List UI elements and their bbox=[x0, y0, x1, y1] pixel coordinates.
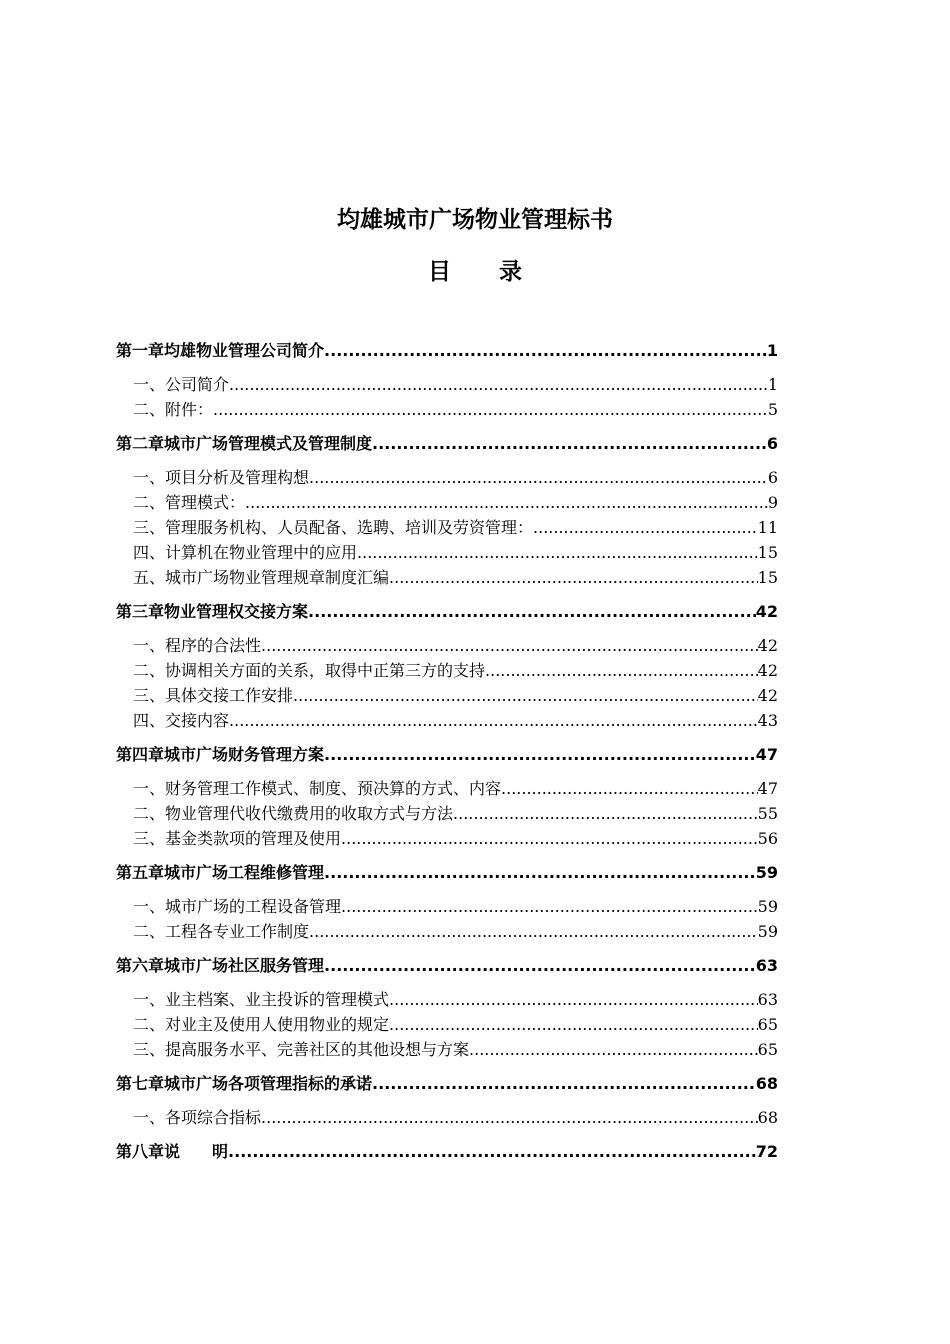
section-page-number: 15 bbox=[757, 568, 778, 587]
toc-section-entry[interactable] bbox=[116, 708, 778, 733]
dot-leader bbox=[245, 490, 768, 515]
section-page-number: 63 bbox=[757, 990, 778, 1009]
dot-leader bbox=[309, 465, 768, 490]
section-page-number: 56 bbox=[757, 829, 778, 848]
toc-section-entry[interactable] bbox=[116, 397, 778, 422]
dot-leader bbox=[308, 599, 756, 624]
section-page-number: 42 bbox=[757, 661, 778, 680]
chapter-page-number: 72 bbox=[755, 1142, 778, 1161]
chapter-page-number: 42 bbox=[755, 602, 778, 621]
dot-leader bbox=[261, 1105, 758, 1130]
section-page-number: 68 bbox=[757, 1108, 778, 1127]
chapter-number: 第八章 bbox=[116, 1142, 165, 1161]
section-title: 二、附件： bbox=[133, 400, 214, 419]
chapter-title: 城市广场工程维修管理 bbox=[164, 863, 325, 882]
dot-leader bbox=[485, 658, 758, 683]
dot-leader bbox=[324, 860, 756, 885]
toc-section-entry[interactable] bbox=[116, 540, 778, 565]
section-title: 三、管理服务机构、人员配备、选聘、培训及劳资管理： bbox=[133, 518, 534, 537]
toc-chapter-entry[interactable] bbox=[116, 1071, 778, 1096]
chapter-number: 第三章 bbox=[116, 602, 165, 621]
dot-leader bbox=[341, 826, 758, 851]
chapter-number: 第七章 bbox=[116, 1074, 165, 1093]
chapter-number: 第二章 bbox=[116, 434, 165, 453]
dot-leader bbox=[389, 1012, 758, 1037]
section-title: 一、公司简介 bbox=[133, 375, 230, 394]
dot-leader bbox=[372, 1071, 756, 1096]
toc-section-entry[interactable] bbox=[116, 987, 778, 1012]
chapter-number: 第六章 bbox=[116, 956, 165, 975]
section-title: 一、项目分析及管理构想 bbox=[133, 468, 310, 487]
chapter-page-number: 68 bbox=[755, 1074, 778, 1093]
toc-heading bbox=[0, 255, 950, 289]
dot-leader bbox=[324, 338, 767, 363]
section-title: 二、协调相关方面的关系，取得中正第三方的支持 bbox=[133, 661, 486, 680]
section-title: 一、各项综合指标 bbox=[133, 1108, 262, 1127]
toc-section-entry[interactable] bbox=[116, 465, 778, 490]
dot-leader bbox=[389, 565, 758, 590]
section-page-number: 5 bbox=[767, 400, 778, 419]
section-page-number: 15 bbox=[757, 543, 778, 562]
chapter-title: 城市广场各项管理指标的承诺 bbox=[164, 1074, 373, 1093]
dot-leader bbox=[389, 987, 758, 1012]
toc-section-entry[interactable] bbox=[116, 683, 778, 708]
chapter-page-number: 59 bbox=[755, 863, 778, 882]
section-title: 二、管理模式： bbox=[133, 493, 246, 512]
chapter-title: 城市广场社区服务管理 bbox=[164, 956, 325, 975]
dot-leader bbox=[309, 919, 758, 944]
chapter-page-number: 63 bbox=[755, 956, 778, 975]
dot-leader bbox=[261, 633, 758, 658]
section-title: 一、业主档案、业主投诉的管理模式 bbox=[133, 990, 390, 1009]
dot-leader bbox=[533, 515, 758, 540]
section-page-number: 6 bbox=[767, 468, 778, 487]
section-page-number: 42 bbox=[757, 686, 778, 705]
toc-chapter-entry[interactable] bbox=[116, 953, 778, 978]
dot-leader bbox=[324, 742, 756, 767]
toc-section-entry[interactable] bbox=[116, 776, 778, 801]
toc-section-entry[interactable] bbox=[116, 633, 778, 658]
chapter-page-number: 1 bbox=[766, 341, 778, 360]
section-title: 四、交接内容 bbox=[133, 711, 230, 730]
chapter-number: 第五章 bbox=[116, 863, 165, 882]
section-page-number: 59 bbox=[757, 922, 778, 941]
toc-chapter-entry[interactable] bbox=[116, 431, 778, 456]
section-page-number: 55 bbox=[757, 804, 778, 823]
toc-chapter-entry[interactable] bbox=[116, 742, 778, 767]
toc-heading-char: 录 bbox=[499, 259, 522, 285]
chapter-number: 第一章 bbox=[116, 341, 165, 360]
toc-section-entry[interactable] bbox=[116, 1105, 778, 1130]
toc-chapter-entry[interactable] bbox=[116, 1139, 778, 1164]
section-title: 二、工程各专业工作制度 bbox=[133, 922, 310, 941]
section-title: 三、提高服务水平、完善社区的其他设想与方案 bbox=[133, 1040, 470, 1059]
toc-section-entry[interactable] bbox=[116, 565, 778, 590]
document-title: 均雄城市广场物业管理标书 bbox=[337, 207, 613, 233]
section-page-number: 42 bbox=[757, 636, 778, 655]
toc-section-entry[interactable] bbox=[116, 1037, 778, 1062]
dot-leader bbox=[372, 431, 767, 456]
dot-leader bbox=[341, 894, 758, 919]
section-title: 一、程序的合法性 bbox=[133, 636, 262, 655]
toc-heading-char: 目 bbox=[428, 259, 451, 285]
toc-section-entry[interactable] bbox=[116, 919, 778, 944]
dot-leader bbox=[453, 801, 758, 826]
table-of-contents bbox=[116, 338, 778, 1173]
section-title: 三、基金类款项的管理及使用 bbox=[133, 829, 342, 848]
section-title: 一、财务管理工作模式、制度、预决算的方式、内容 bbox=[133, 779, 502, 798]
dot-leader bbox=[324, 953, 756, 978]
toc-section-entry[interactable] bbox=[116, 894, 778, 919]
section-title: 五、城市广场物业管理规章制度汇编 bbox=[133, 568, 390, 587]
chapter-title: 物业管理权交接方案 bbox=[164, 602, 309, 621]
chapter-page-number: 6 bbox=[766, 434, 778, 453]
toc-chapter-entry[interactable] bbox=[116, 860, 778, 885]
dot-leader bbox=[293, 683, 758, 708]
section-title: 一、城市广场的工程设备管理 bbox=[133, 897, 342, 916]
dot-leader bbox=[228, 1139, 756, 1164]
dot-leader bbox=[213, 397, 768, 422]
section-title: 二、对业主及使用人使用物业的规定 bbox=[133, 1015, 390, 1034]
dot-leader bbox=[469, 1037, 758, 1062]
section-page-number: 43 bbox=[757, 711, 778, 730]
section-page-number: 65 bbox=[757, 1040, 778, 1059]
toc-section-entry[interactable] bbox=[116, 1012, 778, 1037]
section-title: 二、物业管理代收代缴费用的收取方式与方法 bbox=[133, 804, 454, 823]
section-title: 四、计算机在物业管理中的应用 bbox=[133, 543, 358, 562]
toc-section-entry[interactable] bbox=[116, 801, 778, 826]
section-page-number: 9 bbox=[767, 493, 778, 512]
section-page-number: 47 bbox=[757, 779, 778, 798]
toc-section-entry[interactable] bbox=[116, 372, 778, 397]
section-title: 三、具体交接工作安排 bbox=[133, 686, 294, 705]
toc-section-entry[interactable] bbox=[116, 826, 778, 851]
chapter-page-number: 47 bbox=[755, 745, 778, 764]
chapter-title: 城市广场财务管理方案 bbox=[164, 745, 325, 764]
toc-section-entry[interactable] bbox=[116, 658, 778, 683]
dot-leader bbox=[229, 708, 758, 733]
toc-chapter-entry[interactable] bbox=[116, 599, 778, 624]
toc-chapter-entry[interactable] bbox=[116, 338, 778, 363]
dot-leader bbox=[229, 372, 768, 397]
toc-section-entry[interactable] bbox=[116, 515, 778, 540]
section-page-number: 59 bbox=[757, 897, 778, 916]
dot-leader bbox=[501, 776, 758, 801]
chapter-number: 第四章 bbox=[116, 745, 165, 764]
section-page-number: 1 bbox=[767, 375, 778, 394]
dot-leader bbox=[357, 540, 758, 565]
section-page-number: 65 bbox=[757, 1015, 778, 1034]
chapter-title: 说 明 bbox=[164, 1142, 229, 1161]
chapter-title: 均雄物业管理公司简介 bbox=[164, 341, 325, 360]
toc-section-entry[interactable] bbox=[116, 490, 778, 515]
chapter-title: 城市广场管理模式及管理制度 bbox=[164, 434, 373, 453]
section-page-number: 11 bbox=[757, 518, 778, 537]
